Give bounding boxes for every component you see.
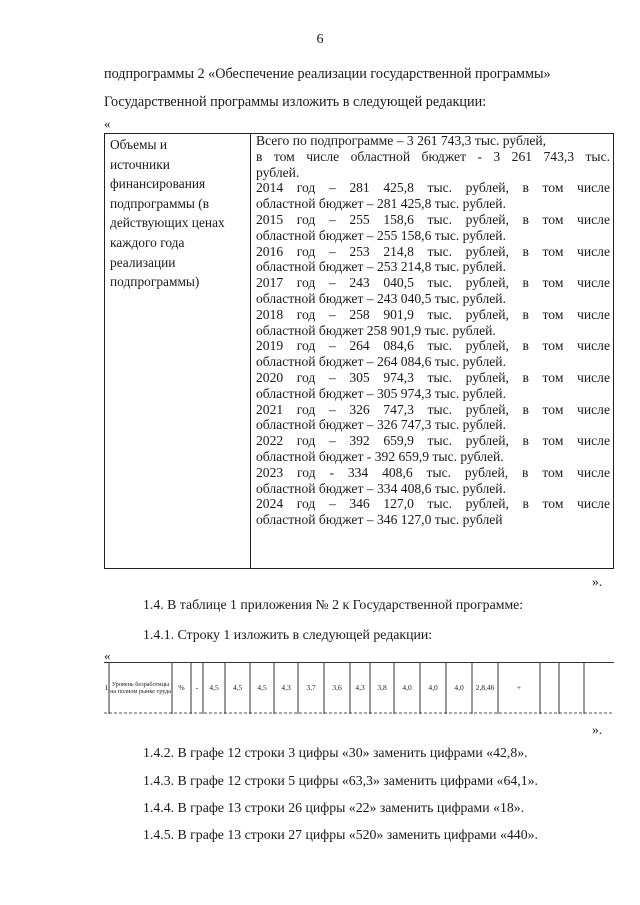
indicator-cell: 4,0	[402, 682, 412, 692]
financing-label-line: подпрограммы (в	[110, 195, 210, 211]
financing-value-line: 2014 год – 281 425,8 тыс. рублей, в том числе	[256, 180, 610, 196]
financing-value-line: 2021 год – 326 747,3 тыс. рублей, в том числе	[256, 401, 610, 417]
financing-label-line: Объемы и	[110, 137, 168, 152]
indicator-cell: 4,3	[281, 682, 291, 692]
financing-value-line: областной бюджет – 346 127,0 тыс. рублей	[256, 512, 503, 528]
financing-label-line: подпрограммы)	[110, 274, 200, 290]
financing-label-cell	[110, 135, 250, 292]
financing-value-line: Всего по подпрограмме – 3 261 743,3 тыс. рублей,	[256, 133, 547, 148]
intro-line-1: подпрограммы 2 «Обеспечение реализации государственной программы»	[104, 66, 551, 82]
indicator-cell: 1	[104, 682, 109, 692]
financing-value-line: 2019 год – 264 084,6 тыс. рублей, в том числе	[256, 338, 610, 354]
financing-value-line: областной бюджет – 253 214,8 тыс. рублей.	[256, 259, 506, 275]
financing-value-line: областной бюджет – 326 747,3 тыс. рублей.	[256, 417, 506, 433]
indicator-cell: 2,8,46	[475, 682, 495, 692]
open-quote-2: «	[104, 648, 111, 663]
paragraph-amendment: 1.4.5. В графе 13 строки 27 цифры «520» заменить цифрами «440».	[143, 827, 538, 842]
financing-value-line: областной бюджет – 305 974,3 тыс. рублей.	[256, 385, 506, 401]
paragraph-amendment: 1.4.3. В графе 12 строки 5 цифры «63,3» заменить цифрами «64,1».	[143, 773, 538, 788]
indicator-cell: 3,7	[306, 682, 316, 692]
financing-value-line: в том числе областной бюджет - 3 261 743,3 тыс.	[256, 148, 610, 164]
paragraph-amendment: 1.4.2. В графе 12 строки 3 цифры «30» заменить цифрами «42,8».	[143, 745, 528, 760]
financing-label-line: источники	[110, 156, 170, 172]
indicator-cell: 3,8	[377, 682, 387, 692]
indicator-cell: 4,0	[428, 682, 438, 692]
indicator-cell: 4,5	[257, 682, 267, 692]
financing-value-line: 2018 год – 258 901,9 тыс. рублей, в том числе	[256, 306, 610, 322]
financing-value-line: 2023 год - 334 408,6 тыс. рублей, в том числе	[256, 464, 610, 480]
financing-value-line: 2024 год – 346 127,0 тыс. рублей, в том числе	[256, 496, 610, 512]
financing-value-line: областной бюджет - 392 659,9 тыс. рублей.	[256, 448, 504, 464]
indicator-cell: 4,0	[454, 682, 464, 692]
financing-label-line: действующих ценах	[110, 215, 225, 231]
indicator-cell: %	[178, 682, 185, 692]
financing-values-cell	[256, 133, 610, 528]
close-quote: ».	[592, 574, 603, 589]
open-quote: «	[104, 116, 111, 131]
close-quote-2: ».	[592, 722, 603, 737]
indicator-cell: 4,5	[209, 682, 219, 692]
financing-value-line: 2022 год – 392 659,9 тыс. рублей, в том числе	[256, 433, 610, 449]
financing-value-line: 2015 год – 255 158,6 тыс. рублей, в том числе	[256, 211, 610, 227]
financing-value-line: 2016 год – 253 214,8 тыс. рублей, в том числе	[256, 243, 610, 259]
intro-line-2: Государственной программы изложить в следующей редакции:	[104, 94, 487, 110]
indicator-cell: 4,5	[232, 682, 243, 692]
paragraph-1-4-1: 1.4.1. Строку 1 изложить в следующей редакции:	[143, 627, 433, 642]
financing-value-line: областной бюджет – 334 408,6 тыс. рублей.	[256, 480, 506, 496]
indicator-cell: 3,6	[332, 682, 342, 692]
financing-value-line: областной бюджет – 264 084,6 тыс. рублей.	[256, 354, 506, 370]
financing-table-divider	[250, 133, 251, 569]
financing-value-line: областной бюджет – 281 425,8 тыс. рублей.	[256, 196, 506, 212]
indicator-cell: 4,3	[355, 682, 365, 692]
financing-value-line: областной бюджет – 243 040,5 тыс. рублей.	[256, 290, 506, 306]
paragraph-1-4: 1.4. В таблице 1 приложения № 2 к Государственной программе:	[143, 597, 524, 612]
page-number: 6	[316, 32, 324, 47]
financing-value-line: областной бюджет – 255 158,6 тыс. рублей.	[256, 227, 506, 243]
paragraph-amendment: 1.4.4. В графе 13 строки 26 цифры «22» заменить цифрами «18».	[143, 800, 525, 815]
financing-label-line: финансирования	[110, 176, 206, 192]
financing-label-line: реализации	[110, 254, 176, 270]
financing-value-line: 2017 год – 243 040,5 тыс. рублей, в том числе	[256, 275, 610, 291]
financing-label-line: каждого года	[110, 234, 185, 250]
indicator-cell: -	[195, 682, 199, 692]
financing-value-line: областной бюджет 258 901,9 тыс. рублей.	[256, 322, 496, 338]
indicator-cell: Уровень безработицы на полном рынке труда	[110, 680, 171, 695]
indicator-table	[104, 662, 614, 714]
indicator-cell: +	[516, 682, 522, 692]
indicator-cell	[559, 662, 584, 714]
financing-value-line: рублей.	[256, 164, 300, 180]
financing-value-line: 2020 год – 305 974,3 тыс. рублей, в том числе	[256, 369, 610, 385]
indicator-cell	[540, 662, 559, 714]
